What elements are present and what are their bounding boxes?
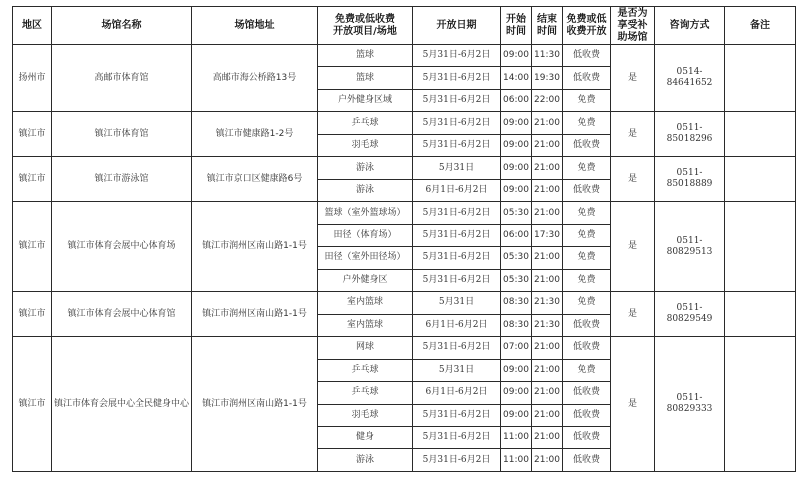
header-address: 场馆地址: [192, 7, 318, 45]
end-time-cell: 21:00: [532, 157, 563, 179]
dates-cell: 5月31日-6月2日: [413, 67, 501, 89]
item-cell: 乒乓球: [318, 359, 413, 381]
contact-cell: 0511-80829549: [655, 292, 725, 337]
contact-cell: 0511-80829513: [655, 202, 725, 292]
end-time-cell: 21:00: [532, 134, 563, 156]
item-cell: 游泳: [318, 179, 413, 201]
item-cell: 健身: [318, 426, 413, 448]
header-region: 地区: [13, 7, 52, 45]
fee-cell: 低收费: [563, 134, 611, 156]
fee-cell: 低收费: [563, 337, 611, 359]
start-time-cell: 07:00: [501, 337, 532, 359]
start-time-cell: 05:30: [501, 247, 532, 269]
venue-name-cell: 镇江市体育会展中心体育场: [52, 202, 192, 292]
end-time-cell: 21:00: [532, 337, 563, 359]
item-cell: 田径（体育场）: [318, 224, 413, 246]
header-dates: 开放日期: [413, 7, 501, 45]
note-cell: [725, 202, 796, 292]
region-cell: 镇江市: [13, 157, 52, 202]
start-time-cell: 14:00: [501, 67, 532, 89]
address-cell: 镇江市京口区健康路6号: [192, 157, 318, 202]
note-cell: [725, 157, 796, 202]
contact-cell: 0511-85018889: [655, 157, 725, 202]
venue-name-cell: 镇江市体育会展中心全民健身中心: [52, 337, 192, 472]
end-time-cell: 21:00: [532, 359, 563, 381]
item-cell: 室内篮球: [318, 314, 413, 336]
dates-cell: 5月31日-6月2日: [413, 404, 501, 426]
header-subsidized: 是否为 享受补 助场馆: [611, 7, 655, 45]
note-cell: [725, 45, 796, 112]
region-cell: 镇江市: [13, 337, 52, 472]
start-time-cell: 08:30: [501, 314, 532, 336]
address-cell: 镇江市润州区南山路1-1号: [192, 292, 318, 337]
header-end-time: 结束 时间: [532, 7, 563, 45]
fee-cell: 免费: [563, 269, 611, 291]
dates-cell: 5月31日-6月2日: [413, 269, 501, 291]
dates-cell: 5月31日: [413, 359, 501, 381]
start-time-cell: 09:00: [501, 382, 532, 404]
address-cell: 镇江市润州区南山路1-1号: [192, 202, 318, 292]
fee-cell: 免费: [563, 292, 611, 314]
venue-name-cell: 镇江市体育馆: [52, 112, 192, 157]
end-time-cell: 21:00: [532, 426, 563, 448]
fee-cell: 低收费: [563, 314, 611, 336]
fee-cell: 低收费: [563, 67, 611, 89]
dates-cell: 6月1日-6月2日: [413, 179, 501, 201]
item-cell: 篮球: [318, 45, 413, 67]
end-time-cell: 19:30: [532, 67, 563, 89]
table-row: [13, 45, 796, 67]
start-time-cell: 09:00: [501, 45, 532, 67]
fee-cell: 低收费: [563, 426, 611, 448]
item-cell: 户外健身区: [318, 269, 413, 291]
dates-cell: 5月31日-6月2日: [413, 45, 501, 67]
start-time-cell: 08:30: [501, 292, 532, 314]
note-cell: [725, 112, 796, 157]
dates-cell: 5月31日: [413, 292, 501, 314]
end-time-cell: 21:00: [532, 449, 563, 472]
dates-cell: 6月1日-6月2日: [413, 382, 501, 404]
venue-table-body: [13, 45, 796, 472]
fee-cell: 免费: [563, 89, 611, 111]
fee-cell: 低收费: [563, 382, 611, 404]
subsidized-cell: 是: [611, 45, 655, 112]
end-time-cell: 21:30: [532, 292, 563, 314]
contact-cell: 0511-85018296: [655, 112, 725, 157]
end-time-cell: 21:00: [532, 202, 563, 224]
header-row: [13, 7, 796, 45]
fee-cell: 免费: [563, 157, 611, 179]
dates-cell: 5月31日-6月2日: [413, 89, 501, 111]
start-time-cell: 05:30: [501, 202, 532, 224]
start-time-cell: 09:00: [501, 112, 532, 134]
header-note: 备注: [725, 7, 796, 45]
note-cell: [725, 292, 796, 337]
dates-cell: 5月31日-6月2日: [413, 134, 501, 156]
dates-cell: 5月31日-6月2日: [413, 112, 501, 134]
start-time-cell: 11:00: [501, 426, 532, 448]
fee-cell: 免费: [563, 112, 611, 134]
end-time-cell: 21:00: [532, 112, 563, 134]
header-contact: 咨询方式: [655, 7, 725, 45]
contact-cell: 0511-80829333: [655, 337, 725, 472]
start-time-cell: 11:00: [501, 449, 532, 472]
venue-table: [12, 6, 796, 472]
subsidized-cell: 是: [611, 202, 655, 292]
item-cell: 游泳: [318, 449, 413, 472]
item-cell: 田径（室外田径场）: [318, 247, 413, 269]
subsidized-cell: 是: [611, 157, 655, 202]
item-cell: 网球: [318, 337, 413, 359]
fee-cell: 免费: [563, 359, 611, 381]
table-row: [13, 112, 796, 134]
subsidized-cell: 是: [611, 112, 655, 157]
fee-cell: 免费: [563, 224, 611, 246]
fee-cell: 低收费: [563, 45, 611, 67]
start-time-cell: 06:00: [501, 224, 532, 246]
end-time-cell: 21:00: [532, 269, 563, 291]
end-time-cell: 11:30: [532, 45, 563, 67]
item-cell: 户外健身区域: [318, 89, 413, 111]
region-cell: 镇江市: [13, 202, 52, 292]
end-time-cell: 21:00: [532, 382, 563, 404]
note-cell: [725, 337, 796, 472]
address-cell: 镇江市健康路1-2号: [192, 112, 318, 157]
end-time-cell: 21:00: [532, 179, 563, 201]
region-cell: 扬州市: [13, 45, 52, 112]
header-venue-name: 场馆名称: [52, 7, 192, 45]
item-cell: 篮球: [318, 67, 413, 89]
table-row: [13, 292, 796, 314]
table-row: [13, 157, 796, 179]
region-cell: 镇江市: [13, 112, 52, 157]
item-cell: 乒乓球: [318, 112, 413, 134]
dates-cell: 5月31日: [413, 157, 501, 179]
fee-cell: 低收费: [563, 449, 611, 472]
table-row: [13, 202, 796, 224]
dates-cell: 5月31日-6月2日: [413, 337, 501, 359]
fee-cell: 免费: [563, 247, 611, 269]
dates-cell: 6月1日-6月2日: [413, 314, 501, 336]
address-cell: 高邮市海公桥路13号: [192, 45, 318, 112]
subsidized-cell: 是: [611, 337, 655, 472]
table-row: [13, 337, 796, 359]
header-fee: 免费或低 收费开放: [563, 7, 611, 45]
contact-cell: 0514-84641652: [655, 45, 725, 112]
item-cell: 乒乓球: [318, 382, 413, 404]
item-cell: 篮球（室外篮球场）: [318, 202, 413, 224]
address-cell: 镇江市润州区南山路1-1号: [192, 337, 318, 472]
fee-cell: 免费: [563, 202, 611, 224]
item-cell: 羽毛球: [318, 404, 413, 426]
start-time-cell: 06:00: [501, 89, 532, 111]
fee-cell: 低收费: [563, 404, 611, 426]
end-time-cell: 21:30: [532, 314, 563, 336]
header-start-time: 开始 时间: [501, 7, 532, 45]
start-time-cell: 09:00: [501, 404, 532, 426]
fee-cell: 低收费: [563, 179, 611, 201]
dates-cell: 5月31日-6月2日: [413, 247, 501, 269]
end-time-cell: 21:00: [532, 404, 563, 426]
item-cell: 羽毛球: [318, 134, 413, 156]
dates-cell: 5月31日-6月2日: [413, 426, 501, 448]
venue-name-cell: 高邮市体育馆: [52, 45, 192, 112]
venue-name-cell: 镇江市体育会展中心体育馆: [52, 292, 192, 337]
region-cell: 镇江市: [13, 292, 52, 337]
venue-name-cell: 镇江市游泳馆: [52, 157, 192, 202]
header-items: 免费或低收费 开放项目/场地: [318, 7, 413, 45]
end-time-cell: 22:00: [532, 89, 563, 111]
end-time-cell: 17:30: [532, 224, 563, 246]
dates-cell: 5月31日-6月2日: [413, 224, 501, 246]
dates-cell: 5月31日-6月2日: [413, 449, 501, 472]
item-cell: 游泳: [318, 157, 413, 179]
subsidized-cell: 是: [611, 292, 655, 337]
item-cell: 室内篮球: [318, 292, 413, 314]
end-time-cell: 21:00: [532, 247, 563, 269]
start-time-cell: 09:00: [501, 359, 532, 381]
dates-cell: 5月31日-6月2日: [413, 202, 501, 224]
start-time-cell: 09:00: [501, 157, 532, 179]
start-time-cell: 09:00: [501, 179, 532, 201]
start-time-cell: 09:00: [501, 134, 532, 156]
start-time-cell: 05:30: [501, 269, 532, 291]
